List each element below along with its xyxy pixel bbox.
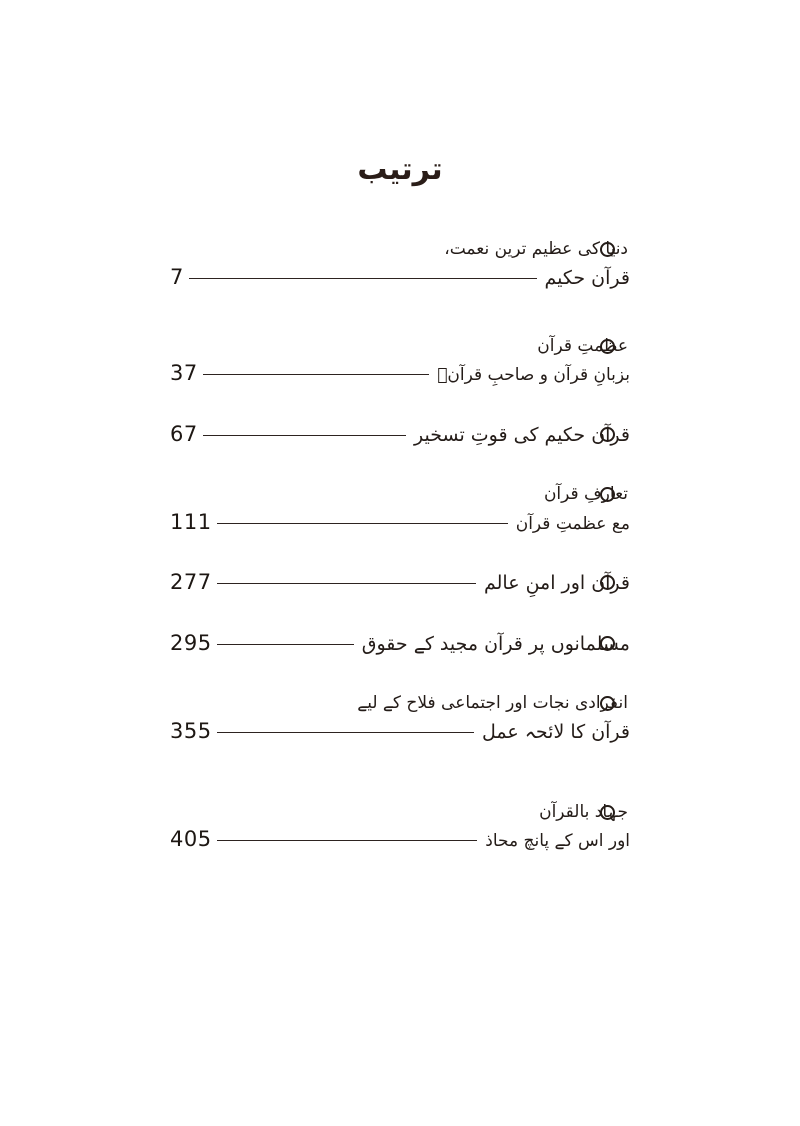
- toc-entry-title: مسلمانوں پر قرآن مجید کے حقوق: [361, 632, 630, 655]
- toc-page-number: 405: [170, 827, 212, 852]
- toc-entry[interactable]: [0, 690, 800, 747]
- circle-outline-icon: [600, 339, 615, 354]
- circle-outline-icon: [600, 575, 615, 590]
- toc-entry-title: مع عظمتِ قرآن: [515, 513, 630, 534]
- toc-entry-body: [170, 481, 630, 537]
- toc-entry-subtitle: عظمتِ قرآن: [537, 335, 628, 356]
- toc-entry-body: [170, 421, 630, 450]
- toc-entry-body: [170, 569, 630, 598]
- leader-line: [217, 523, 508, 524]
- leader-line: [203, 374, 429, 375]
- toc-entry-main-row: [170, 827, 630, 855]
- page-title: ترتیب: [357, 152, 443, 187]
- toc-entry-subtitle: جہاد بالقرآن: [539, 801, 628, 822]
- toc-page-number: 7: [170, 265, 184, 290]
- toc-entry-body: [170, 333, 630, 389]
- leader-line: [217, 583, 476, 584]
- toc-entry-title: اور اس کے پانچ محاذ: [485, 831, 630, 852]
- toc-entry-title: قرآن کا لائحہ عمل: [482, 721, 630, 744]
- toc-entry[interactable]: [0, 569, 800, 598]
- toc-entry-title: قرآن حکیم: [544, 267, 630, 290]
- toc-entry[interactable]: [0, 333, 800, 389]
- toc-entry[interactable]: [0, 481, 800, 537]
- toc-entry[interactable]: [0, 630, 800, 659]
- circle-outline-icon: [600, 427, 615, 442]
- toc-entry-body: [170, 799, 630, 855]
- toc-page-number: 277: [170, 570, 212, 595]
- toc-entry-body: [170, 630, 630, 659]
- toc-entry-main-row: [170, 361, 630, 389]
- toc-entry-body: [170, 236, 630, 293]
- toc-entry-subtitle: تعارفِ قرآن: [543, 484, 628, 505]
- toc-page-number: 111: [170, 509, 212, 534]
- toc-entry-main-row: [170, 630, 630, 659]
- toc-entry-subtitle: انفرادی نجات اور اجتماعی فلاح کے لیے: [357, 693, 628, 714]
- circle-outline-icon: [600, 636, 615, 651]
- toc-page-number: 67: [170, 421, 198, 446]
- circle-outline-icon: [600, 242, 615, 257]
- toc-entry[interactable]: [0, 236, 800, 293]
- toc-page-number: 37: [170, 361, 198, 386]
- toc-entry-main-row: [170, 264, 630, 293]
- toc-entry[interactable]: [0, 421, 800, 450]
- leader-line: [217, 732, 474, 733]
- toc-page-number: 295: [170, 630, 212, 655]
- toc-entry-subtitle: دنیا کی عظیم ترین نعمت،: [444, 239, 628, 259]
- circle-outline-icon: [600, 805, 615, 820]
- toc-entry-title: بزبانِ قرآن و صاحبِ قرآنؐ: [437, 365, 630, 386]
- toc-entry-title: قرآن حکیم کی قوتِ تسخیر: [414, 423, 630, 446]
- leader-line: [203, 435, 406, 436]
- toc-page-number: 355: [170, 719, 212, 744]
- toc-entry-main-row: [170, 569, 630, 598]
- toc-entry[interactable]: [0, 799, 800, 855]
- leader-line: [217, 840, 478, 841]
- toc-entry-main-row: [170, 718, 630, 747]
- circle-outline-icon: [600, 696, 615, 711]
- leader-line: [189, 278, 537, 279]
- leader-line: [217, 644, 354, 645]
- toc-entry-main-row: [170, 510, 630, 538]
- toc-entry-body: [170, 690, 630, 747]
- toc-entry-main-row: [170, 421, 630, 450]
- table-of-contents-list: [0, 236, 800, 877]
- toc-entry-title: قرآن اور امنِ عالم: [483, 572, 630, 595]
